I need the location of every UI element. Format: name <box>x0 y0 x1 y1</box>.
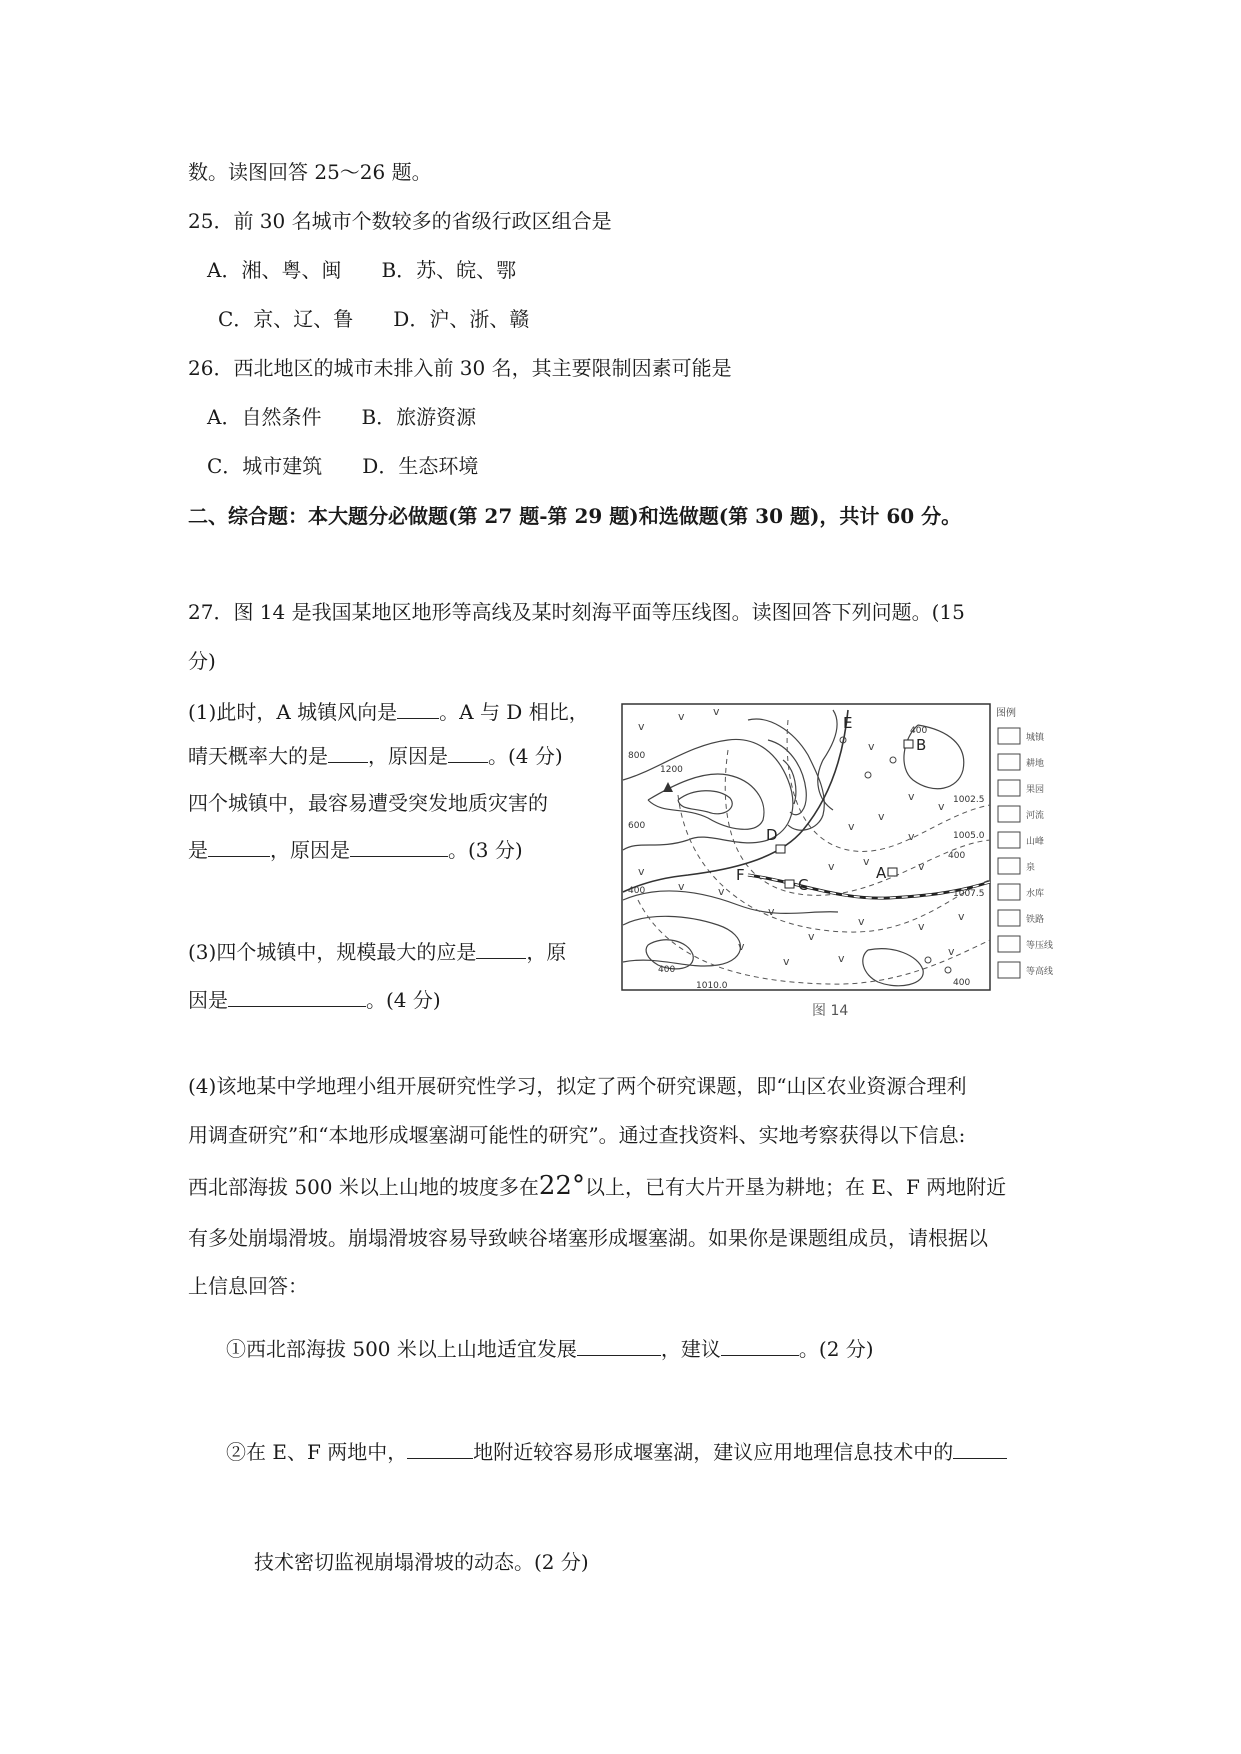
map-point-label: B <box>916 736 927 754</box>
svg-text:v: v <box>638 865 645 878</box>
svg-text:v: v <box>828 860 835 873</box>
contour-label: 400 <box>628 886 646 896</box>
legend-swatch <box>998 884 1020 900</box>
legend-label: 果园 <box>1026 785 1045 795</box>
svg-text:v: v <box>678 880 685 893</box>
svg-text:v: v <box>938 800 945 813</box>
contour-label: 400 <box>953 978 971 988</box>
part-4-line2: 用调查研究”和“本地形成堰塞湖可能性的研究”。通过查找资料、实地考察获得以下信息: <box>188 1123 966 1147</box>
intro-line: 数。读图回答 25～26 题。 <box>188 160 432 184</box>
answer-blank[interactable] <box>476 938 526 959</box>
part-3-line2: 因是 。(4 分) <box>188 988 441 1012</box>
map-point-label: F <box>736 866 745 884</box>
map-point-label: C <box>798 876 809 894</box>
part-2-line2: 是 ，原因是 。(3 分) <box>188 838 523 862</box>
svg-text:v: v <box>868 740 875 753</box>
contour-label: 600 <box>628 821 646 831</box>
legend-swatch <box>998 754 1020 770</box>
svg-text:v: v <box>713 705 720 718</box>
legend-label: 泉 <box>1026 863 1036 873</box>
svg-text:v: v <box>718 885 725 898</box>
q26-options-row1: A．自然条件 B．旅游资源 <box>207 405 477 429</box>
answer-blank[interactable] <box>448 742 488 763</box>
svg-text:v: v <box>838 952 845 965</box>
legend-label: 城镇 <box>1026 733 1045 743</box>
figure-14-map <box>618 700 1103 1020</box>
legend-label: 水库 <box>1026 889 1045 899</box>
svg-text:v: v <box>958 910 965 923</box>
legend-swatch <box>998 962 1020 978</box>
sub-question-1: ①西北部海拔 500 米以上山地适宜发展 ，建议 。(2 分) <box>226 1337 874 1361</box>
part-4-line4: 有多处崩塌滑坡。崩塌滑坡容易导致峡谷堵塞形成堰塞湖。如果你是课题组成员，请根据以 <box>188 1226 988 1250</box>
part-4-line1: (4)该地某中学地理小组开展研究性学习，拟定了两个研究课题，即“山区农业资源合理利 <box>188 1074 967 1098</box>
legend-label: 耕地 <box>1026 759 1045 769</box>
part-3-line1: (3)四个城镇中，规模最大的应是 ，原 <box>188 940 567 964</box>
svg-text:v: v <box>808 930 815 943</box>
svg-text:v: v <box>878 810 885 823</box>
answer-blank[interactable] <box>577 1335 661 1356</box>
figure-caption: 图 14 <box>812 1003 849 1019</box>
svg-text:v: v <box>858 915 865 928</box>
map-point-label: D <box>766 826 778 844</box>
section-2-heading: 二、综合题：本大题分必做题(第 27 题-第 29 题)和选做题(第 30 题)，共计 60 分。 <box>188 504 962 528</box>
legend-swatch <box>998 780 1020 796</box>
svg-text:v: v <box>908 830 915 843</box>
part-1-line2: 晴天概率大的是 ，原因是 。(4 分) <box>188 744 563 768</box>
svg-text:v: v <box>678 710 685 723</box>
q26-options-row2: C．城市建筑 D．生态环境 <box>207 454 479 478</box>
isobar-label: 1002.5 <box>953 795 985 805</box>
part-4-line5: 上信息回答： <box>188 1274 308 1298</box>
isobar-label: 1005.0 <box>953 831 985 841</box>
svg-text:v: v <box>848 820 855 833</box>
answer-blank[interactable] <box>328 742 368 763</box>
isobar-label: 1010.0 <box>696 981 728 991</box>
answer-blank[interactable] <box>721 1335 799 1356</box>
legend-label: 铁路 <box>1026 915 1045 925</box>
q25-options-row2: C．京、辽、鲁 D．沪、浙、赣 <box>218 307 530 331</box>
question-25: 25．前 30 名城市个数较多的省级行政区组合是 <box>188 209 612 233</box>
svg-text:v: v <box>738 940 745 953</box>
legend-label: 河流 <box>1026 811 1045 821</box>
question-27: 27．图 14 是我国某地区地形等高线及某时刻海平面等压线图。读图回答下列问题。(15 <box>188 600 965 624</box>
part-2-line1: 四个城镇中，最容易遭受突发地质灾害的 <box>188 791 548 815</box>
legend-swatch <box>998 832 1020 848</box>
legend-label: 山峰 <box>1026 837 1045 847</box>
sub-question-2: ②在 E、F 两地中， 地附近较容易形成堰塞湖，建议应用地理信息技术中的 <box>226 1438 1007 1466</box>
answer-blank[interactable] <box>407 1438 473 1459</box>
svg-text:v: v <box>863 855 870 868</box>
legend-title: 图例 <box>996 708 1016 719</box>
question-27-cont: 分) <box>188 649 216 673</box>
svg-text:v: v <box>918 920 925 933</box>
contour-label: 800 <box>628 751 646 761</box>
part-1-line1: (1)此时，A 城镇风向是 。A 与 D 相比， <box>188 700 589 724</box>
legend-label: 等高线 <box>1026 967 1054 977</box>
answer-blank[interactable] <box>228 986 366 1007</box>
answer-blank[interactable] <box>953 1438 1007 1459</box>
q25-options-row1: A．湘、粤、闽 B．苏、皖、鄂 <box>207 258 517 282</box>
contour-label: 1200 <box>660 765 683 775</box>
map-point-label: A <box>876 864 887 882</box>
contour-label: 400 <box>658 965 676 975</box>
legend-label: 等压线 <box>1026 941 1054 951</box>
legend-swatch <box>998 806 1020 822</box>
answer-blank[interactable] <box>208 836 270 857</box>
map-point-label: E <box>843 714 853 732</box>
svg-text:v: v <box>918 860 925 873</box>
answer-blank[interactable] <box>350 836 448 857</box>
part-4-line3: 西北部海拔 500 米以上山地的坡度多在22°以上，已有大片开垦为耕地；在 E、F 两地附近 <box>188 1171 1007 1201</box>
svg-text:v: v <box>908 790 915 803</box>
legend-swatch <box>998 936 1020 952</box>
sub-question-2-cont: 技术密切监视崩塌滑坡的动态。(2 分) <box>254 1550 589 1574</box>
svg-text:v: v <box>783 955 790 968</box>
contour-label: 400 <box>910 726 928 736</box>
answer-blank[interactable] <box>397 698 439 719</box>
legend-swatch <box>998 910 1020 926</box>
legend-swatch <box>998 728 1020 744</box>
map-frame <box>622 704 990 990</box>
svg-text:v: v <box>638 720 645 733</box>
question-26: 26．西北地区的城市未排入前 30 名，其主要限制因素可能是 <box>188 356 732 380</box>
isobar-label: 1007.5 <box>953 889 985 899</box>
contour-label: 400 <box>948 851 966 861</box>
svg-text:v: v <box>948 945 955 958</box>
svg-text:v: v <box>768 905 775 918</box>
legend-swatch <box>998 858 1020 874</box>
